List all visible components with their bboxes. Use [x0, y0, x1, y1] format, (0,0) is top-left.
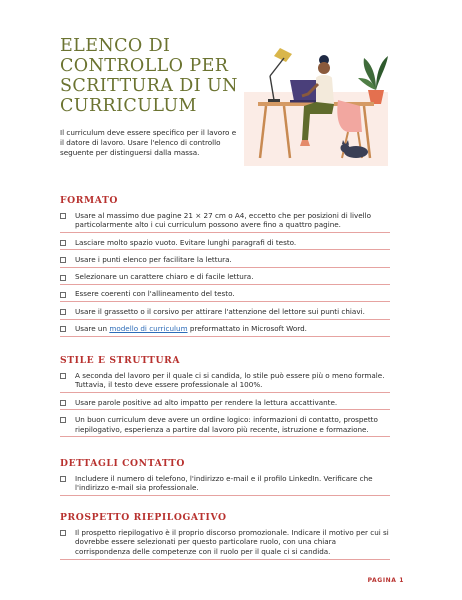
- list-item: Usare al massimo due pagine 21 × 27 cm o A4, eccetto che per posizioni di livello particolarmente alto i cui curriculum possono avere fino a quattro pagine.: [60, 209, 390, 233]
- list-item: Il prospetto riepilogativo è il proprio discorso promozionale. Indicare il motivo per cui si dovrebbe essere selezionati per questo particolare ruolo, con una chiara corrispondenza delle competenze con il ruolo per il quale ci si candida.: [60, 526, 390, 560]
- list-item: Includere il numero di telefono, l'indirizzo e-mail e il profilo LinkedIn. Verificare che l'indirizzo e-mail sia professionale.: [60, 472, 390, 496]
- checkbox[interactable]: [60, 417, 66, 423]
- checklist-contatto: [60, 472, 390, 499]
- list-item: A seconda del lavoro per il quale ci si candida, lo stile può essere più o meno formale. Tuttavia, il testo deve essere professionale al 100%.: [60, 369, 390, 393]
- list-item: Usare il grassetto o il corsivo per attirare l'attenzione del lettore sui punti chiavi.: [60, 305, 390, 319]
- checkbox[interactable]: [60, 530, 66, 536]
- list-item: Usare parole positive ad alto impatto per rendere la lettura accattivante.: [60, 396, 390, 410]
- checkbox[interactable]: [60, 240, 66, 246]
- checkbox[interactable]: [60, 309, 66, 315]
- checklist-formato: [60, 209, 390, 340]
- checkbox[interactable]: [60, 275, 66, 281]
- page-title: ELENCO DI CONTROLLO PER SCRITTURA DI UN CURRICULUM: [60, 36, 238, 116]
- list-item: Usare un modello di curriculum preformattato in Microsoft Word.: [60, 323, 390, 337]
- section-title-stile: STILE E STRUTTURA: [60, 355, 181, 366]
- checklist-stile: [60, 369, 390, 440]
- checkbox[interactable]: [60, 476, 66, 482]
- checkbox[interactable]: [60, 257, 66, 263]
- list-item: Essere coerenti con l'allineamento del testo.: [60, 288, 390, 302]
- list-item: Un buon curriculum deve avere un ordine logico: informazioni di contatto, prospetto riepilogativo, esperienza a partire dal lavoro più recente, istruzione e formazione.: [60, 413, 390, 437]
- section-title-contatto: DETTAGLI CONTATTO: [60, 458, 185, 469]
- checkbox[interactable]: [60, 292, 66, 298]
- checkbox[interactable]: [60, 213, 66, 219]
- checklist-prospetto: [60, 526, 390, 563]
- list-item: Lasciare molto spazio vuoto. Evitare lunghi paragrafi di testo.: [60, 236, 390, 250]
- checkbox[interactable]: [60, 326, 66, 332]
- section-title-prospetto: PROSPETTO RIEPILOGATIVO: [60, 512, 227, 523]
- checkbox[interactable]: [60, 373, 66, 379]
- section-title-formato: FORMATO: [60, 195, 118, 206]
- desk-illustration: [244, 40, 388, 166]
- list-item: Usare i punti elenco per facilitare la lettura.: [60, 253, 390, 267]
- resume-template-link[interactable]: modello di curriculum: [109, 324, 188, 334]
- page-number: PAGINA 1: [367, 577, 404, 584]
- checkbox[interactable]: [60, 400, 66, 406]
- intro-paragraph: Il curriculum deve essere specifico per il lavoro e il datore di lavoro. Usare l'elenco di controllo seguente per distinguersi dalla massa.: [60, 128, 237, 158]
- list-item: Selezionare un carattere chiaro e di facile lettura.: [60, 271, 390, 285]
